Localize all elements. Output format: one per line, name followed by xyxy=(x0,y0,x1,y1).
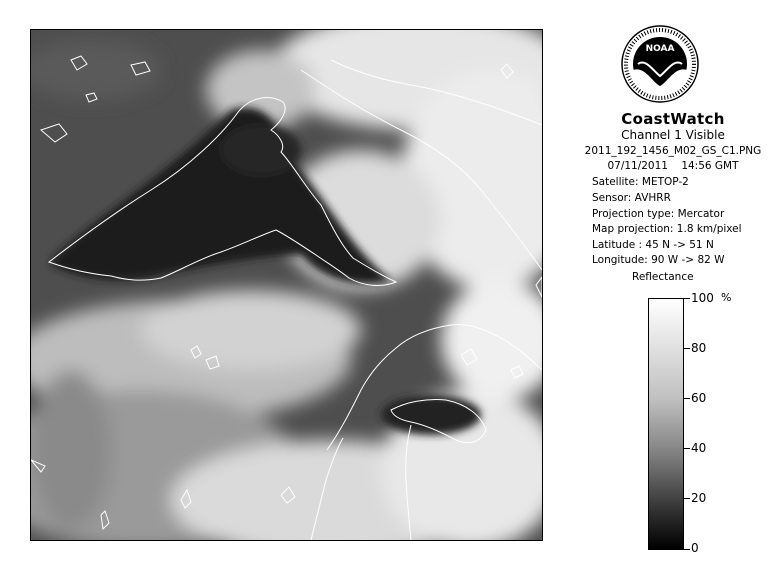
colorbar-tick xyxy=(684,348,690,349)
colorbar-tick xyxy=(684,398,690,399)
colorbar-tick xyxy=(684,549,690,550)
colorbar-tick-label: 0 xyxy=(691,541,699,555)
noaa-logo-text: NOAA xyxy=(645,44,675,54)
colorbar-tick-label: 60 xyxy=(691,391,707,405)
colorbar-tick xyxy=(684,298,690,299)
projection-type-label: Projection type: Mercator xyxy=(592,208,725,220)
satellite-image xyxy=(30,29,543,541)
colorbar-tick-label: 100 xyxy=(691,291,714,305)
legend-title: Reflectance xyxy=(632,271,694,283)
sensor-label: Sensor: AVHRR xyxy=(592,192,671,204)
image-datetime: 07/11/2011 14:56 GMT xyxy=(607,160,739,172)
colorbar-tick-label: 80 xyxy=(691,341,707,355)
map-projection-label: Map projection: 1.8 km/pixel xyxy=(592,223,742,235)
image-filename: 2011_192_1456_M02_GS_C1.PNG xyxy=(584,145,762,157)
noaa-logo xyxy=(620,20,700,110)
colorbar-tick-label: 40 xyxy=(691,441,707,455)
channel-subtitle: Channel 1 Visible xyxy=(621,128,725,142)
latitude-range-label: Latitude : 45 N -> 51 N xyxy=(592,239,714,251)
product-title: CoastWatch xyxy=(621,110,725,128)
reflectance-colorbar xyxy=(648,298,684,550)
longitude-range-label: Longitude: 90 W -> 82 W xyxy=(592,254,725,266)
satellite-label: Satellite: METOP-2 xyxy=(592,176,689,188)
colorbar-tick-label: 20 xyxy=(691,491,707,505)
satellite-map-svg xyxy=(31,30,542,540)
colorbar-tick xyxy=(684,498,690,499)
legend-unit: % xyxy=(721,291,732,304)
colorbar-tick xyxy=(684,448,690,449)
